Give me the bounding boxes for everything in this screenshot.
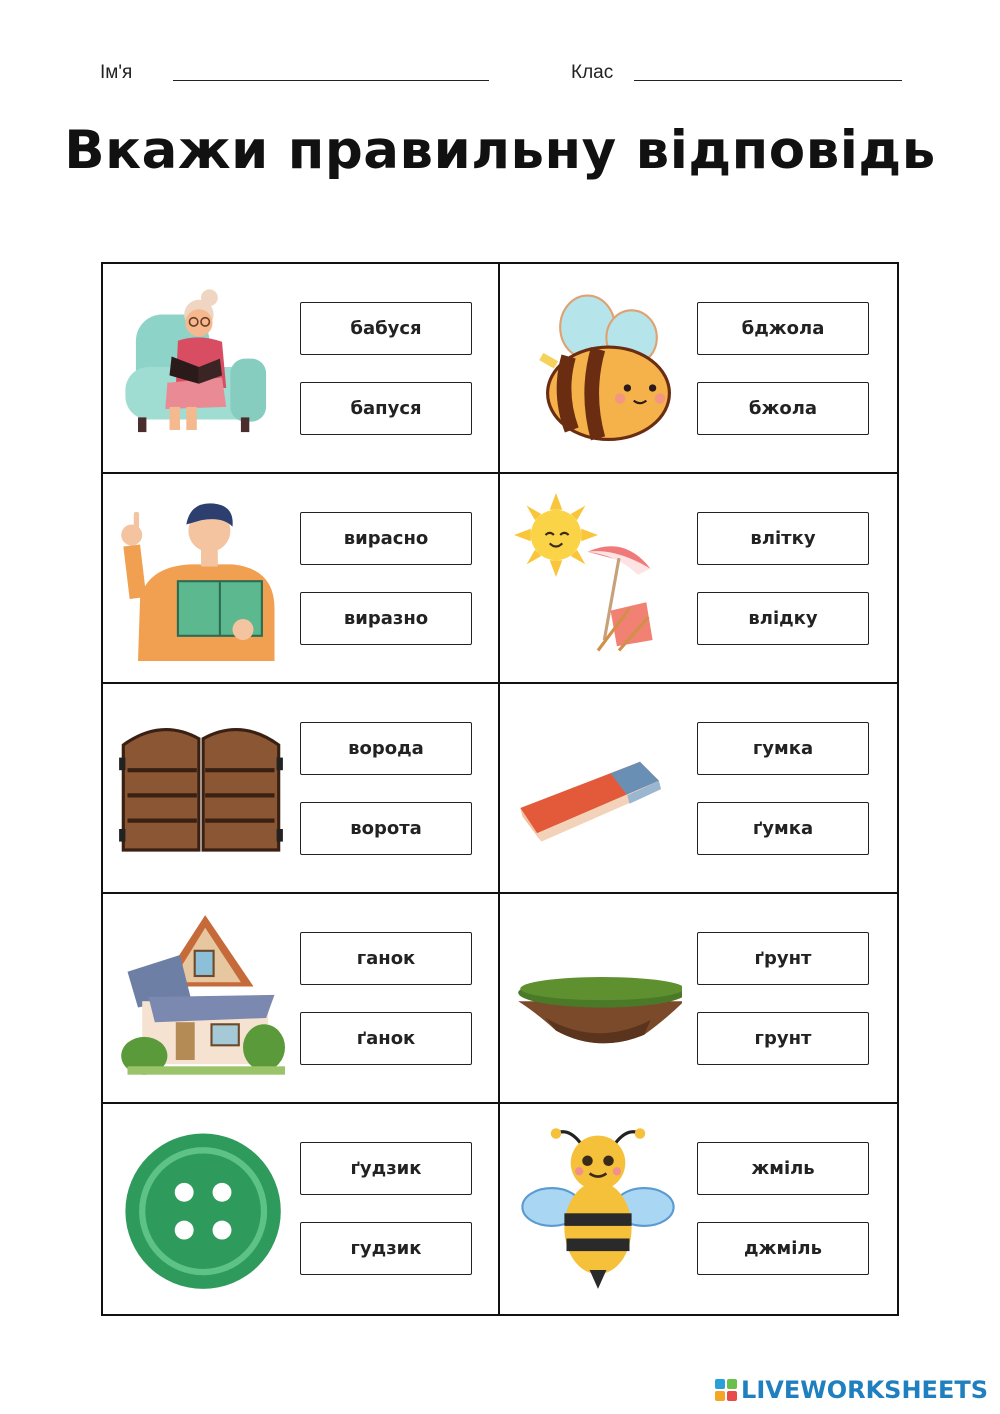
answer-option-1[interactable]: влітку [697,512,869,565]
answer-option-1[interactable]: ганок [300,932,472,985]
summer-sun-beach-icon [514,492,682,662]
item-card [500,684,897,894]
answer-grid [101,262,899,1316]
page-title: Вкажи правильну відповідь [64,120,936,181]
item-card [103,894,500,1104]
class-line[interactable] [634,80,902,81]
answer-option-2[interactable]: джміль [697,1222,869,1275]
answer-option-2[interactable]: ґумка [697,802,869,855]
answer-option-1[interactable]: ґудзик [300,1142,472,1195]
answer-option-1[interactable]: ворода [300,722,472,775]
class-label: Клас [571,62,614,83]
item-card [103,684,500,894]
answer-option-2[interactable]: бжола [697,382,869,435]
item-card [500,474,897,684]
bee-icon [514,282,682,452]
house-porch-icon [117,912,285,1082]
answer-option-1[interactable]: вирасно [300,512,472,565]
answer-option-2[interactable]: влідку [697,592,869,645]
button-icon [117,1122,285,1292]
answer-option-1[interactable]: ґрунт [697,932,869,985]
gate-icon [117,702,285,872]
item-card [103,264,500,474]
item-card [500,1104,897,1314]
answer-option-2[interactable]: бапуся [300,382,472,435]
name-label: Ім'я [100,62,133,83]
soil-ground-icon [514,912,682,1082]
answer-option-2[interactable]: виразно [300,592,472,645]
man-reading-aloud-icon [117,492,285,662]
answer-option-2[interactable]: гудзик [300,1222,472,1275]
answer-option-2[interactable]: грунт [697,1012,869,1065]
header [0,60,1000,90]
brand-logo [715,1376,988,1404]
answer-option-1[interactable]: жміль [697,1142,869,1195]
liveworksheets-icon [715,1379,737,1401]
answer-option-2[interactable]: ґанок [300,1012,472,1065]
answer-option-2[interactable]: ворота [300,802,472,855]
answer-option-1[interactable]: бабуся [300,302,472,355]
item-card [500,894,897,1104]
brand-text: LIVEWORKSHEETS [741,1376,988,1404]
item-card [500,264,897,474]
item-card [103,474,500,684]
answer-option-1[interactable]: бджола [697,302,869,355]
eraser-icon [514,702,682,872]
answer-option-1[interactable]: гумка [697,722,869,775]
bumblebee-icon [514,1122,682,1292]
name-line[interactable] [173,80,489,81]
item-card [103,1104,500,1314]
grandma-reading-icon [117,282,285,452]
